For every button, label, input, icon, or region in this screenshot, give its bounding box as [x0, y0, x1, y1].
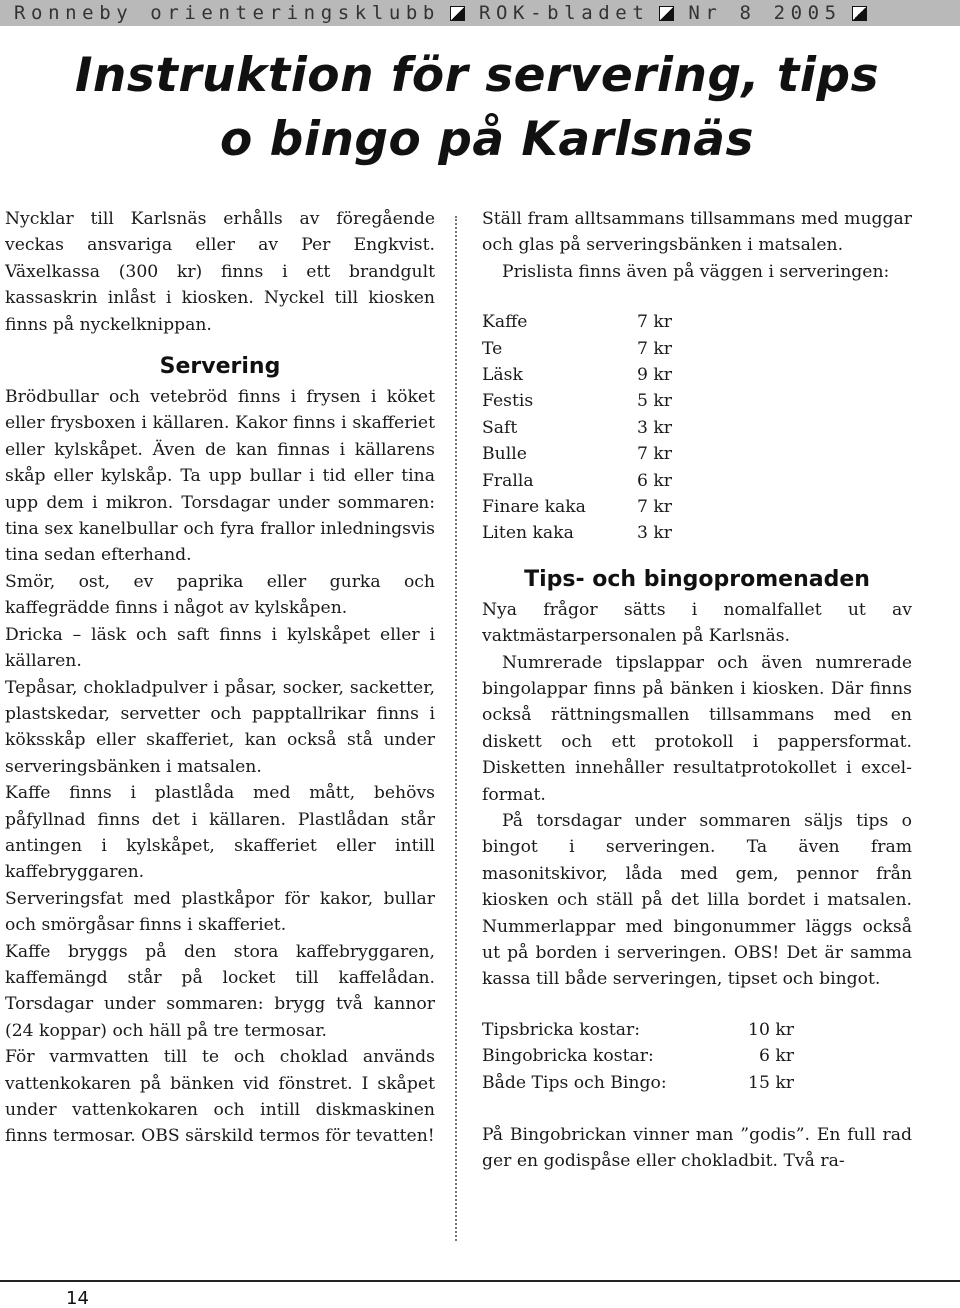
servering-heading: Servering — [159, 354, 281, 380]
price-value: 7 kr — [636, 312, 672, 333]
header-issue: Nr 8 2005 — [688, 2, 842, 24]
price-item: Finare kaka — [482, 496, 586, 517]
cost-row — [482, 1017, 912, 1043]
cost-label: Både Tips och Bingo: — [482, 1072, 667, 1093]
price-row — [482, 520, 912, 546]
body-paragraph: Prislista finns även på väggen i serveringen: — [502, 261, 890, 282]
price-item: Fralla — [482, 470, 534, 491]
body-paragraph: Kaffe bryggs på den stora kaffebryggaren, kaffemängd står på locket till kaffelådan. Torsdagar under sommaren: brygg två kannor (24 koppar) och häll på tre termosar. — [5, 941, 435, 1041]
price-item: Liten kaka — [482, 523, 574, 544]
cost-label: Bingobricka kostar: — [482, 1046, 654, 1067]
body-paragraph: Kaffe finns i plastlåda med mått, behövs påfyllnad finns det i källaren. Plastlådan står antingen i kylskåpet, skafferiet eller intill kaffebryggaren. — [5, 783, 435, 883]
column-divider — [455, 216, 457, 1241]
body-paragraph: Serveringsfat med plastkåpor för kakor, bullar och smörgåsar finns i skafferiet. — [5, 888, 435, 936]
footer-rule — [0, 1280, 960, 1282]
price-row — [482, 336, 912, 362]
price-item: Bulle — [482, 444, 527, 465]
price-value: 6 kr — [636, 470, 672, 491]
price-value: 7 kr — [636, 496, 672, 517]
body-paragraph: Tepåsar, chokladpulver i påsar, socker, sacketter, plastskedar, servetter och papptallrikar finns i köksskåp eller skafferiet, kan också stå under serveringsbänken i matsalen. — [5, 677, 435, 777]
price-value: 7 kr — [636, 444, 672, 465]
price-row — [482, 415, 912, 441]
square-bullet-icon — [852, 6, 867, 21]
square-bullet-icon — [450, 6, 465, 21]
title-line-2: o bingo på Karlsnäs — [220, 112, 754, 167]
body-paragraph: Nya frågor sätts i nomalfallet ut av vaktmästarpersonalen på Karlsnäs. — [482, 599, 912, 647]
title-line-1: Instruktion för servering, tips — [74, 48, 880, 103]
tips-bingo-heading: Tips- och bingopromenaden — [524, 566, 870, 592]
header-bulletin: ROK-bladet — [478, 2, 650, 24]
body-paragraph: Brödbullar och vetebröd finns i frysen i köket eller frysboxen i källaren. Kakor finns i skafferiet eller kylskåpet. Även de kan finnas i källarens skåp eller kylskåp. Ta upp bullar i tid eller tina upp dem i mikron. Torsdagar under sommaren: tina sex kanelbullar och fyra frallor inledningsvis tina sedan efterhand. — [5, 387, 435, 566]
price-row — [482, 309, 912, 335]
price-value: 9 kr — [636, 365, 672, 385]
cost-row — [482, 1043, 912, 1069]
price-item: Läsk — [482, 365, 523, 385]
cost-row — [482, 1070, 912, 1096]
price-row — [482, 468, 912, 494]
body-paragraph: Dricka – läsk och saft finns i kylskåpet eller i källaren. — [5, 624, 435, 672]
price-item: Kaffe — [482, 312, 528, 333]
page-number: 14 — [66, 1288, 89, 1308]
cost-label: Tipsbricka kostar: — [482, 1019, 640, 1040]
price-value: 5 kr — [636, 391, 672, 412]
page-title — [0, 44, 960, 172]
cost-value: 10 kr — [748, 1019, 794, 1040]
price-item: Saft — [482, 417, 518, 438]
cost-value: 6 kr — [758, 1046, 794, 1067]
body-paragraph: Ställ fram alltsammans tillsammans med muggar och glas på serveringsbänken i matsalen. — [482, 209, 912, 256]
body-paragraph: Smör, ost, ev paprika eller gurka och kaffegrädde finns i något av kylskåpen. — [5, 571, 435, 619]
right-column — [482, 206, 912, 1175]
price-row — [482, 362, 912, 388]
header-club: Ronneby orienteringsklubb — [14, 2, 440, 24]
cost-list — [482, 1017, 912, 1096]
left-column — [5, 206, 435, 1150]
price-value: 7 kr — [636, 338, 672, 359]
price-row — [482, 441, 912, 467]
body-paragraph: På torsdagar under sommaren säljs tips o bingot i serveringen. Ta även fram masonitskivor, låda med gem, pennor från kiosken och ställ på det lilla bordet i matsalen. Nummerlappar med bingonummer läggs också ut på borden i serveringen. OBS! Det är samma kassa till både serveringen, tipset och bingot. — [482, 810, 912, 990]
price-list — [482, 309, 912, 547]
body-paragraph: För varmvatten till te och choklad används vattenkokaren på bänken vid fönstret. I skåpet under vattenkokaren och intill diskmaskinen finns termosar. OBS särskild termos för tevatten! — [5, 1047, 435, 1147]
intro-paragraph: Nycklar till Karlsnäs erhålls av föregående veckas ansvariga eller av Per Engkvist. Växelkassa (300 kr) finns i ett brandgult kassaskrin inlåst i kiosken. Nyckel till kiosken finns på nyckelknippan. — [5, 209, 435, 335]
price-row — [482, 494, 912, 520]
body-paragraph: På Bingobrickan vinner man ”godis”. En full rad ger en godispåse eller chokladbit. Två ra- — [482, 1125, 912, 1172]
price-value: 3 kr — [636, 523, 672, 544]
square-bullet-icon — [659, 6, 674, 21]
body-paragraph: Numrerade tipslappar och även numrerade bingolappar finns på bänken i kiosken. Där finns också rättningsmallen tillsammans med en diskett och ett protokoll i pappersformat. Disketten innehåller resultatprotokollet i excel-format. — [482, 652, 912, 805]
price-item: Te — [482, 338, 503, 359]
price-row — [482, 388, 912, 414]
cost-value: 15 kr — [748, 1072, 794, 1093]
price-item: Festis — [482, 391, 534, 412]
header-bar — [0, 0, 960, 26]
price-value: 3 kr — [636, 417, 672, 438]
